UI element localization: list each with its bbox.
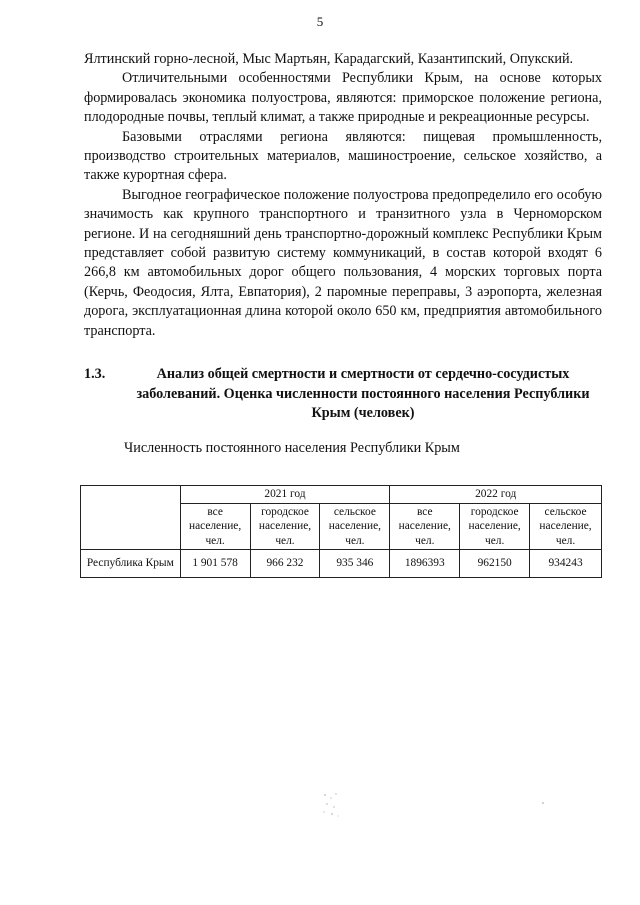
table-cell: 934243 (530, 550, 602, 578)
scan-noise-mark (540, 800, 546, 806)
column-header: все население, чел. (180, 503, 250, 550)
paragraph-transport: Выгодное географическое положение полуострова предопределило его особую значимость как крупного транспортного и транзитного узла в Черноморском регионе. И на сегодняшний день транспортно-дорожный комплекс Республики Крым представляет собой развитую систему коммуникаций, в состав которой входят 6 266,8 км автомобильных дорог общего пользования, 4 морских торговых порта (Керчь, Феодосия, Ялта, Евпатория), 2 паромные переправы, 3 аэропорта, железная дорога, эксплуатационная длина которой около 650 км, предприятия автомобильного транспорта. (84, 186, 602, 339)
row-label: Республика Крым (81, 550, 181, 578)
section-heading (84, 365, 602, 423)
table-corner-cell (81, 486, 181, 550)
table-cell: 935 346 (320, 550, 390, 578)
column-header: городское население, чел. (460, 503, 530, 550)
column-header: сельское население, чел. (530, 503, 602, 550)
table-row (81, 550, 602, 578)
table-cell: 1896393 (390, 550, 460, 578)
paragraph-reserves-list: Ялтинский горно-лесной, Мыс Мартьян, Карадагский, Казантипский, Опукский. (84, 51, 574, 67)
table-year-header-row (81, 486, 602, 504)
population-table (80, 485, 602, 578)
paragraph-features: Отличительными особенностями Республики Крым, на основе которых формировалась экономика полуострова, являются: приморское положение региона, плодородные почвы, теплый климат, а также природные и рекреационные ресурсы. (84, 70, 602, 126)
column-header: сельское население, чел. (320, 503, 390, 550)
table-cell: 1 901 578 (180, 550, 250, 578)
table-caption: Численность постоянного населения Республики Крым (124, 440, 460, 457)
column-header: все население, чел. (390, 503, 460, 550)
paragraph-industries: Базовыми отраслями региона являются: пищевая промышленность, производство строительных материалов, машиностроение, сельское хозяйство, а также курортная сфера. (84, 128, 602, 184)
year-header-2022: 2022 год (390, 486, 602, 504)
section-title: Анализ общей смертности и смертности от сердечно-сосудистых заболеваний. Оценка численности постоянного населения Республики Крым (человек) (136, 366, 590, 421)
year-header-2021: 2021 год (180, 486, 390, 504)
document-body (84, 50, 602, 459)
scan-noise-mark (322, 792, 340, 818)
table-cell: 962150 (460, 550, 530, 578)
column-header: городское население, чел. (250, 503, 320, 550)
page-number: 5 (316, 14, 324, 29)
table-cell: 966 232 (250, 550, 320, 578)
section-number: 1.3. (84, 366, 106, 383)
